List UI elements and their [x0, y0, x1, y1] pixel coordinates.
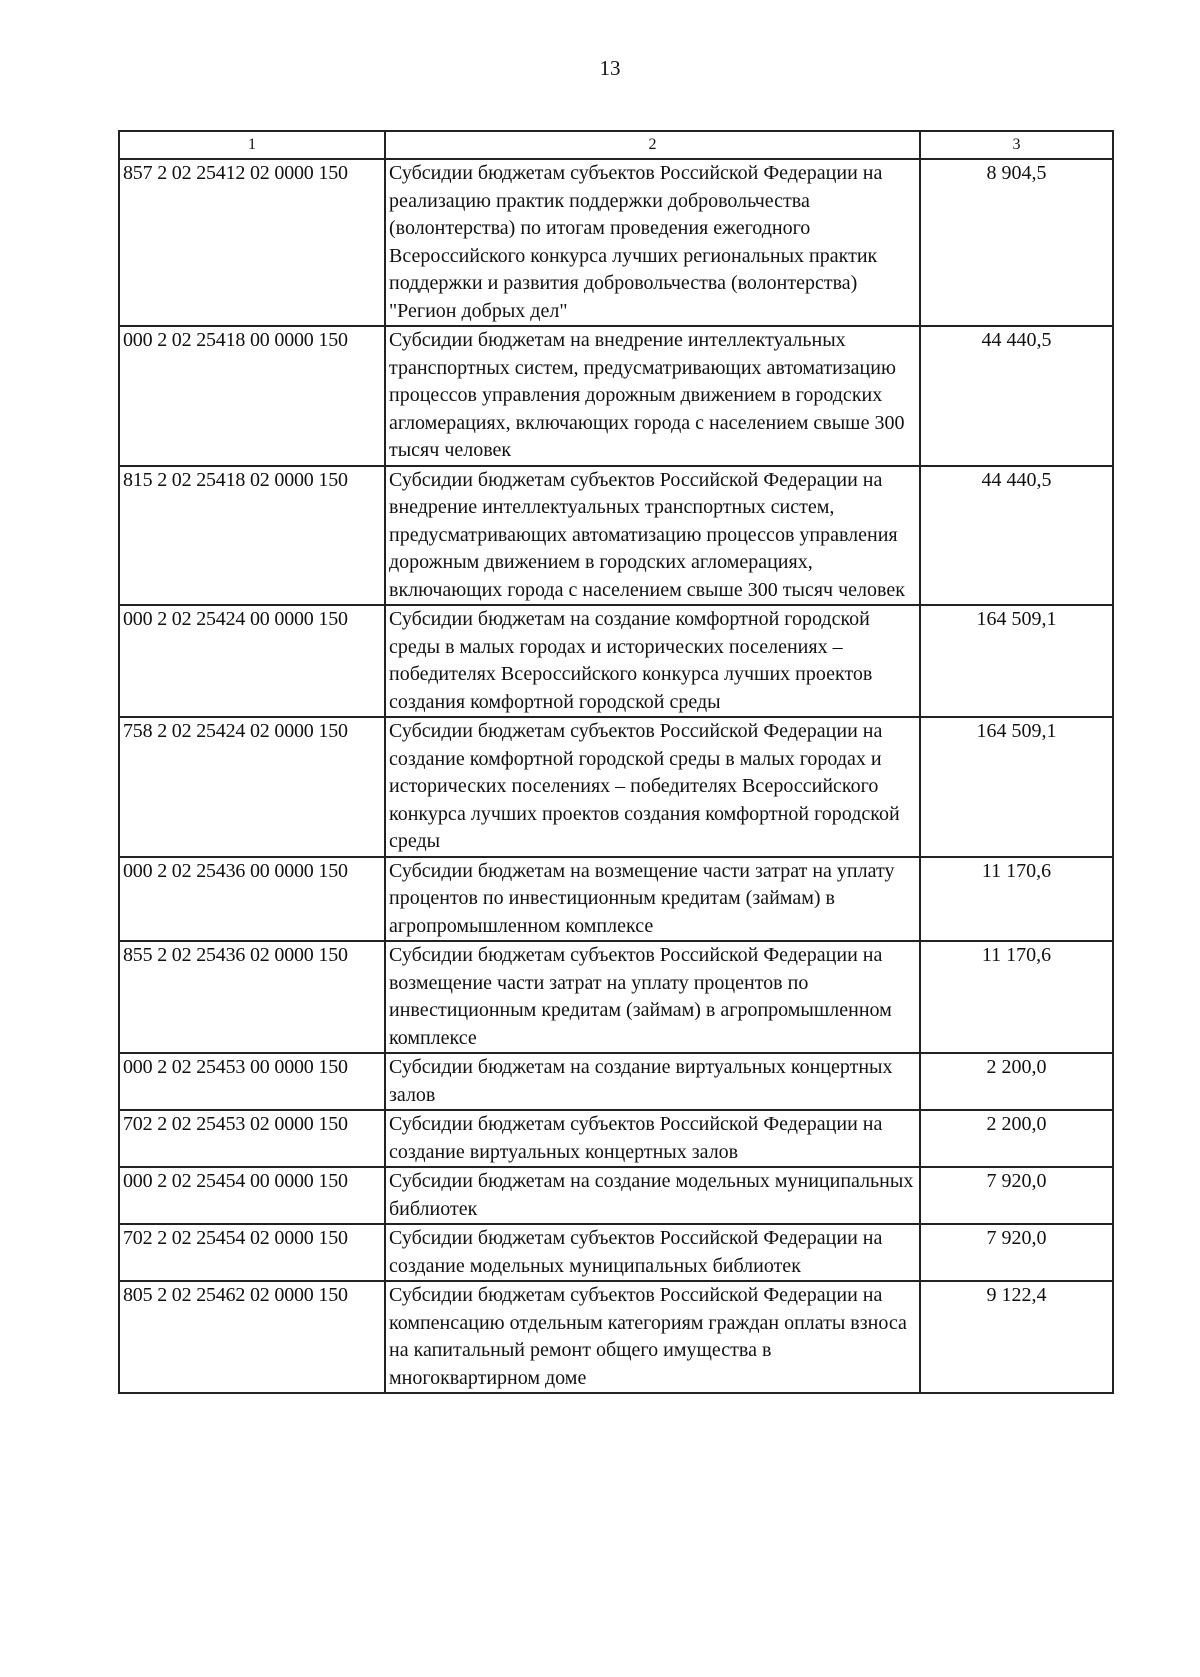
budget-description: Субсидии бюджетам на возмещение части затрат на уплату процентов по инвестиционным кредитам (займам) в агропромышленном комплексе [385, 857, 920, 942]
column-header-3: 3 [920, 131, 1113, 159]
column-header-1: 1 [119, 131, 385, 159]
budget-amount: 7 920,0 [920, 1167, 1113, 1224]
budget-amount: 11 170,6 [920, 857, 1113, 942]
budget-amount: 8 904,5 [920, 159, 1113, 326]
table-row [119, 159, 1113, 326]
budget-description: Субсидии бюджетам на создание комфортной городской среды в малых городах и исторических поселениях – победителях Всероссийского конкурса лучших проектов создания комфортной городской среды [385, 605, 920, 717]
table-row [119, 857, 1113, 942]
table-row [119, 1053, 1113, 1110]
table-row [119, 1167, 1113, 1224]
budget-amount: 9 122,4 [920, 1281, 1113, 1393]
budget-amount: 44 440,5 [920, 466, 1113, 606]
table-row [119, 605, 1113, 717]
column-header-2: 2 [385, 131, 920, 159]
budget-amount: 2 200,0 [920, 1110, 1113, 1167]
budget-amount: 44 440,5 [920, 326, 1113, 466]
budget-amount: 7 920,0 [920, 1224, 1113, 1281]
budget-amount: 11 170,6 [920, 941, 1113, 1053]
budget-description: Субсидии бюджетам на внедрение интеллектуальных транспортных систем, предусматривающих автоматизацию процессов управления дорожным движением в городских агломерациях, включающих города с населением свыше 300 тысяч человек [385, 326, 920, 466]
budget-description: Субсидии бюджетам субъектов Российской Федерации на внедрение интеллектуальных транспортных систем, предусматривающих автоматизацию процессов управления дорожным движением в городских агломерациях, включающих города с населением свыше 300 тысяч человек [385, 466, 920, 606]
budget-code: 857 2 02 25412 02 0000 150 [119, 159, 385, 326]
budget-description: Субсидии бюджетам субъектов Российской Федерации на создание модельных муниципальных библиотек [385, 1224, 920, 1281]
budget-code: 855 2 02 25436 02 0000 150 [119, 941, 385, 1053]
budget-code: 702 2 02 25453 02 0000 150 [119, 1110, 385, 1167]
table-row [119, 717, 1113, 857]
budget-code: 000 2 02 25424 00 0000 150 [119, 605, 385, 717]
budget-table [118, 130, 1114, 1394]
table-row [119, 1281, 1113, 1393]
table-row [119, 1224, 1113, 1281]
budget-amount: 164 509,1 [920, 605, 1113, 717]
budget-code: 000 2 02 25418 00 0000 150 [119, 326, 385, 466]
budget-code: 815 2 02 25418 02 0000 150 [119, 466, 385, 606]
budget-amount: 2 200,0 [920, 1053, 1113, 1110]
budget-description: Субсидии бюджетам субъектов Российской Федерации на реализацию практик поддержки добровольчества (волонтерства) по итогам проведения ежегодного Всероссийского конкурса лучших региональных практик поддержки и развития добровольчества (волонтерства) "Регион добрых дел" [385, 159, 920, 326]
budget-code: 000 2 02 25454 00 0000 150 [119, 1167, 385, 1224]
budget-description: Субсидии бюджетам на создание виртуальных концертных залов [385, 1053, 920, 1110]
budget-code: 805 2 02 25462 02 0000 150 [119, 1281, 385, 1393]
budget-description: Субсидии бюджетам субъектов Российской Федерации на создание комфортной городской среды в малых городах и исторических поселениях – победителях Всероссийского конкурса лучших проектов создания комфортной городской среды [385, 717, 920, 857]
budget-code: 702 2 02 25454 02 0000 150 [119, 1224, 385, 1281]
budget-code: 758 2 02 25424 02 0000 150 [119, 717, 385, 857]
table-row [119, 941, 1113, 1053]
table-header-row [119, 131, 1113, 159]
page-number: 13 [599, 56, 621, 80]
budget-description: Субсидии бюджетам субъектов Российской Федерации на создание виртуальных концертных залов [385, 1110, 920, 1167]
table-row [119, 1110, 1113, 1167]
table-row [119, 326, 1113, 466]
budget-amount: 164 509,1 [920, 717, 1113, 857]
budget-code: 000 2 02 25436 00 0000 150 [119, 857, 385, 942]
budget-description: Субсидии бюджетам субъектов Российской Федерации на возмещение части затрат на уплату процентов по инвестиционным кредитам (займам) в агропромышленном комплексе [385, 941, 920, 1053]
budget-description: Субсидии бюджетам субъектов Российской Федерации на компенсацию отдельным категориям граждан оплаты взноса на капитальный ремонт общего имущества в многоквартирном доме [385, 1281, 920, 1393]
budget-code: 000 2 02 25453 00 0000 150 [119, 1053, 385, 1110]
table-row [119, 466, 1113, 606]
budget-description: Субсидии бюджетам на создание модельных муниципальных библиотек [385, 1167, 920, 1224]
